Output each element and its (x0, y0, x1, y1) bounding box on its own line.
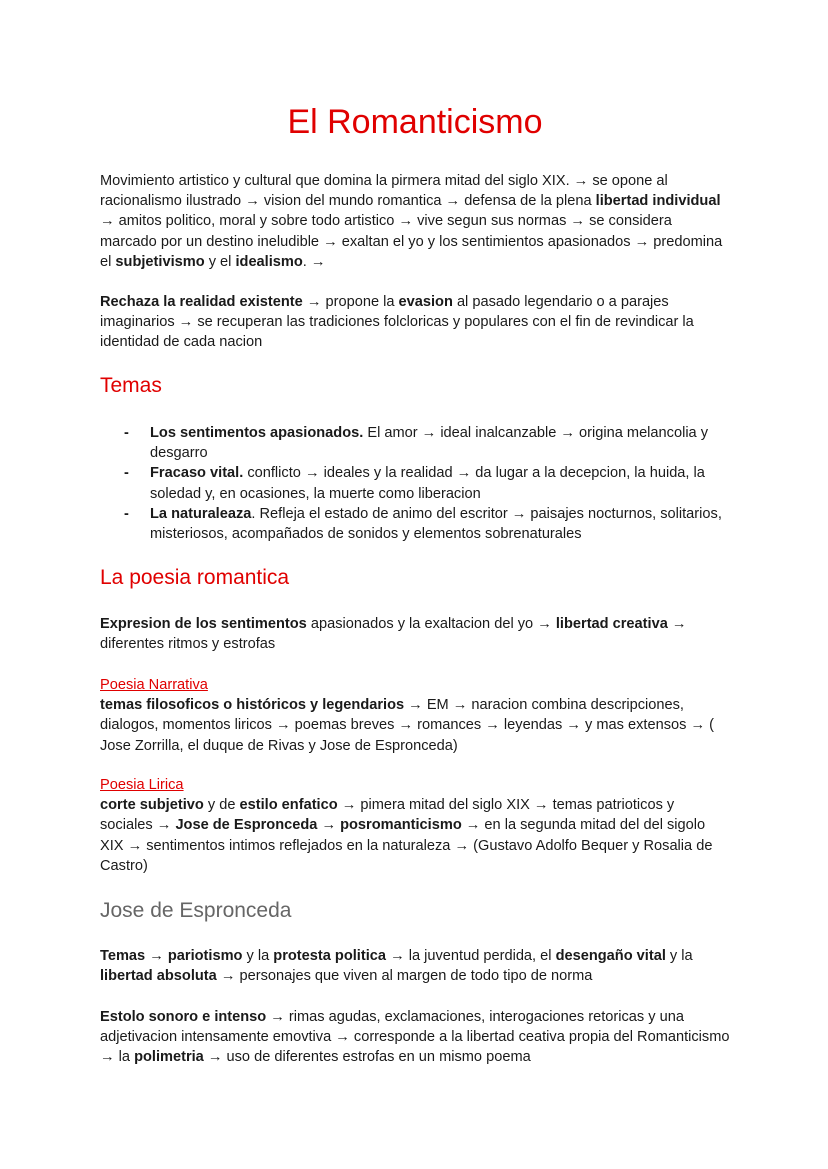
bullet-dash: - (124, 425, 129, 441)
poesia-intro-paragraph (100, 614, 730, 654)
text-run: y el (204, 253, 236, 270)
temas-item-text (150, 425, 708, 461)
bold-run: temas filosoficos o históricos y legendarios (100, 697, 405, 714)
bold-run: pariotismo (167, 948, 243, 964)
text-run: → amitos politico, moral y sobre todo artistico → vive segun sus normas → se considera marcado por un destino ineludible → exaltan el yo y los sentimientos apasionados → predomina el (100, 213, 723, 270)
text-run: y la (242, 948, 274, 964)
text-run: y la (665, 948, 693, 964)
bold-run: Temas (100, 948, 146, 964)
text-run: → rimas agudas, exclamaciones, interogaciones retoricas y una adjetivacion intensamente emovtiva → corresponde a la libertad ceativa propia del Romanticismo → la (100, 1009, 730, 1066)
poesia-lirica-section (100, 775, 730, 876)
text-run: → (317, 817, 341, 834)
bold-run: evasion (398, 294, 453, 310)
temas-list-item (100, 423, 730, 463)
text-run: → pimera mitad del siglo XIX → temas patrioticos y sociales → (100, 797, 675, 834)
poesia-lirica-paragraph (100, 795, 730, 876)
intro-paragraph-2 (100, 292, 730, 353)
bullet-dash: - (124, 505, 129, 522)
poesia-narrativa-paragraph (100, 695, 730, 756)
bold-run: protesta politica (273, 948, 387, 964)
espronceda-section-1 (100, 946, 730, 986)
bold-run: desengaño vital (555, 948, 666, 964)
espronceda-estilo-paragraph (100, 1007, 730, 1068)
bold-run: La naturaleaza (150, 505, 252, 522)
bold-run: libertad creativa (555, 616, 668, 632)
text-run: → diferentes ritmos y estrofas (100, 616, 687, 653)
espronceda-section-2 (100, 1007, 730, 1068)
bold-run: estilo enfatico (239, 797, 338, 814)
section-heading-poesia-romantica: La poesia romantica (100, 566, 290, 589)
text-run: . → (302, 253, 326, 270)
bold-run: Estolo sonoro e intenso (100, 1009, 267, 1025)
bold-run: Jose de Espronceda (175, 817, 318, 834)
text-run: → propone la (302, 294, 399, 310)
bold-run: idealismo (235, 253, 303, 270)
section-heading-temas: Temas (100, 374, 162, 397)
espronceda-temas-paragraph (100, 946, 730, 986)
poesia-narrativa-section (100, 675, 730, 756)
bullet-dash: - (124, 465, 129, 482)
bold-run: Rechaza la realidad existente (100, 294, 303, 310)
bold-run: polimetria (134, 1049, 204, 1066)
bold-run: libertad individual (595, 193, 721, 210)
text-run: → (145, 948, 168, 964)
text-run: y de (203, 797, 240, 814)
bold-run: libertad absoluta (100, 968, 217, 985)
text-run: → en la segunda mitad del del sigolo XIX → sentimentos intimos reflejados en la naturaleza → (Gustavo Adolfo Bequer y Rosalia de Castro) (100, 817, 713, 874)
text-run: conflicto → ideales y la realidad → da lugar a la decepcion, la huida, la soledad y, en ocasiones, la muerte como liberacion (150, 465, 705, 502)
temas-list-item (100, 463, 730, 503)
subheading-poesia-lirica: Poesia Lirica (100, 777, 184, 793)
bold-run: corte subjetivo (100, 797, 204, 814)
text-run: al pasado legendario o a parajes imaginarios → se recuperan las tradiciones folcloricas y populares con el fin de revindicar la identidad de cada nacion (100, 294, 694, 351)
text-run: apasionados y la exaltacion del yo → (306, 616, 556, 632)
subheading-poesia-narrativa: Poesia Narrativa (100, 677, 208, 693)
intro-section-2 (100, 292, 730, 353)
temas-list (100, 423, 730, 544)
text-run: Movimiento artistico y cultural que domina la pirmera mitad del siglo XIX. → se opone al racionalismo ilustrado → vision del mundo romantica → defensa de la plena (100, 173, 668, 210)
bold-run: subjetivismo (115, 253, 205, 270)
bold-run: Fracaso vital. (150, 465, 244, 482)
poesia-intro-section (100, 614, 730, 654)
text-run: → personajes que viven al margen de todo tipo de norma (216, 968, 593, 985)
temas-item-text (150, 465, 705, 501)
text-run: → la juventud perdida, el (386, 948, 556, 964)
intro-section (100, 171, 730, 272)
bold-run: Los sentimentos apasionados. (150, 425, 364, 441)
bold-run: Expresion de los sentimentos (100, 616, 307, 632)
intro-paragraph-1 (100, 171, 730, 272)
temas-list-item (100, 504, 730, 544)
temas-list-container (100, 423, 730, 544)
text-run: El amor → ideal inalcanzable → origina melancolia y desgarro (150, 425, 709, 462)
text-run: → uso de diferentes estrofas en un mismo poema (203, 1049, 531, 1066)
text-run: . Refleja el estado de animo del escritor → paisajes nocturnos, solitarios, misteriosos, acompañados de sonidos y elementos sobrenaturales (150, 505, 722, 543)
document-title: El Romanticismo (287, 103, 543, 141)
section-heading-espronceda: Jose de Espronceda (100, 899, 292, 922)
text-run: → EM → naracion combina descripciones, dialogos, momentos liricos → poemas breves → romances → leyendas → y mas extensos → ( Jose Zorrilla, el duque de Rivas y Jose de Espronceda) (100, 697, 714, 754)
bold-run: posromanticismo (340, 817, 462, 834)
temas-item-text (150, 506, 722, 542)
